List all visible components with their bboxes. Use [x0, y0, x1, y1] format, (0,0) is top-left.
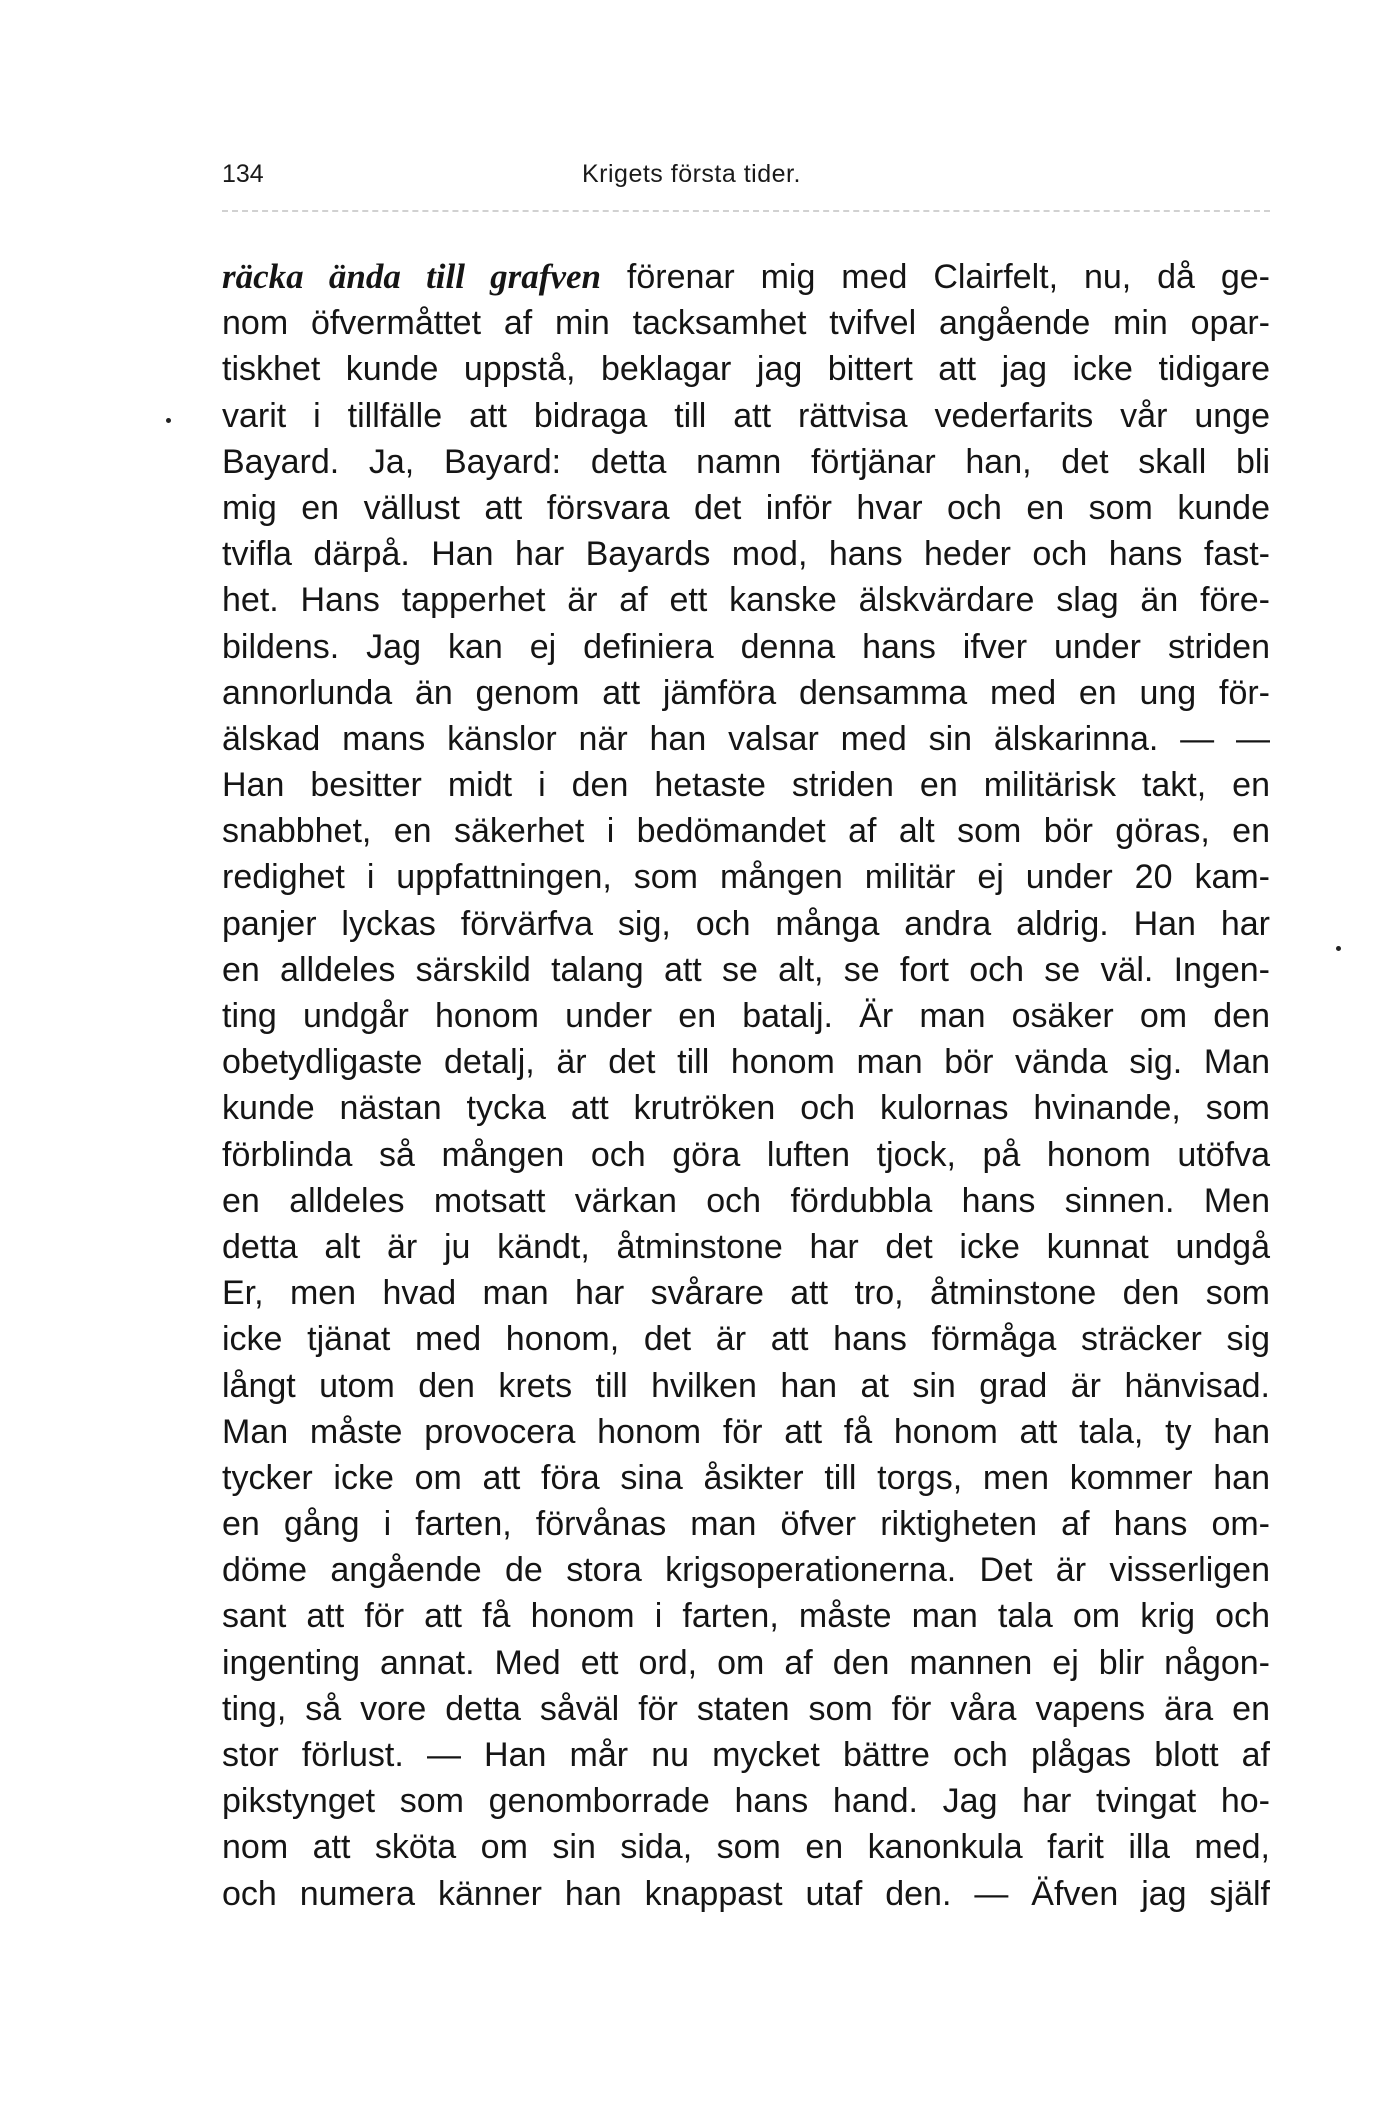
text-line: sant att för att få honom i farten, måste man tala om krig och [222, 1597, 1270, 1636]
text-line [222, 254, 1270, 300]
text-line: detta alt är ju kändt, åtminstone har det icke kunnat undgå [222, 1227, 1270, 1266]
text-line: och numera känner han knappast utaf den. — Äfven jag själf [222, 1874, 1270, 1913]
text-line: ting, så vore detta såväl för staten som för våra vapens ära en [222, 1689, 1270, 1728]
text-line: Er, men hvad man har svårare att tro, åtminstone den som [222, 1274, 1270, 1313]
print-speck [1336, 946, 1341, 951]
running-head [222, 160, 1270, 200]
header-rule [222, 210, 1270, 212]
text-line: ting undgår honom under en batalj. Är man osäker om den [222, 997, 1270, 1035]
text-line: älskad mans känslor när han valsar med sin älskarinna. — — [222, 719, 1270, 758]
text-line: nom öfvermåttet af min tacksamhet tvifvel angående min opar- [222, 304, 1270, 343]
page-number: 134 [222, 160, 264, 188]
text-line: obetydligaste detalj, är det till honom man bör vända sig. Man [222, 1043, 1270, 1082]
text-line: Bayard. Ja, Bayard: detta namn förtjänar han, det skall bli [222, 442, 1270, 481]
text-line: en alldeles särskild talang att se alt, se fort och se väl. Ingen- [222, 950, 1270, 989]
text-line: långt utom den krets till hvilken han at sin grad är hänvisad. [222, 1366, 1270, 1405]
text-line: het. Hans tapperhet är af ett kanske älskvärdare slag än före- [222, 581, 1270, 620]
text-line: nom att sköta om sin sida, som en kanonkula farit illa med, [222, 1828, 1270, 1867]
text-line: pikstynget som genomborrade hans hand. Jag har tvingat ho- [222, 1782, 1270, 1821]
text-line: varit i tillfälle att bidraga till att rättvisa vederfarits vår unge [222, 396, 1270, 435]
text-line: snabbhet, en säkerhet i bedömandet af alt som bör göras, en [222, 812, 1270, 851]
print-speck [166, 418, 171, 423]
text-line: Han besitter midt i den hetaste striden en militärisk takt, en [222, 766, 1270, 805]
text-line: tycker icke om att föra sina åsikter till torgs, men kommer han [222, 1458, 1270, 1497]
text-line: annorlunda än genom att jämföra densamma med en ung för- [222, 673, 1270, 712]
text-line: kunde nästan tycka att krutröken och kulornas hvinande, som [222, 1089, 1270, 1128]
text-line: en alldeles motsatt värkan och fördubbla hans sinnen. Men [222, 1181, 1270, 1220]
italic-phrase: räcka ända till grafven [222, 257, 601, 296]
body-text [222, 254, 1270, 1917]
text-line: redighet i uppfattningen, som mången militär ej under 20 kam- [222, 858, 1270, 897]
text-line: icke tjänat med honom, det är att hans förmåga sträcker sig [222, 1320, 1270, 1359]
text-line: stor förlust. — Han mår nu mycket bättre och plågas blott af [222, 1736, 1270, 1774]
running-title: Krigets första tider. [582, 160, 801, 188]
text-line: tiskhet kunde uppstå, beklagar jag bittert att jag icke tidigare [222, 350, 1270, 389]
text-line: Man måste provocera honom för att få honom att tala, ty han [222, 1412, 1270, 1451]
text-line: bildens. Jag kan ej definiera denna hans ifver under striden [222, 627, 1270, 666]
text-line: tvifla därpå. Han har Bayards mod, hans heder och hans fast- [222, 535, 1270, 574]
text-line: panjer lyckas förvärfva sig, och många andra aldrig. Han har [222, 904, 1270, 943]
text-line-rest: förenar mig med Clairfelt, nu, då ge- [601, 258, 1270, 296]
text-line: döme angående de stora krigsoperationerna. Det är visserligen [222, 1551, 1270, 1590]
text-line: ingenting annat. Med ett ord, om af den mannen ej blir någon- [222, 1643, 1270, 1682]
text-line: mig en vällust att försvara det inför hvar och en som kunde [222, 488, 1270, 527]
text-line: förblinda så mången och göra luften tjock, på honom utöfva [222, 1135, 1270, 1174]
text-line: en gång i farten, förvånas man öfver riktigheten af hans om- [222, 1505, 1270, 1544]
